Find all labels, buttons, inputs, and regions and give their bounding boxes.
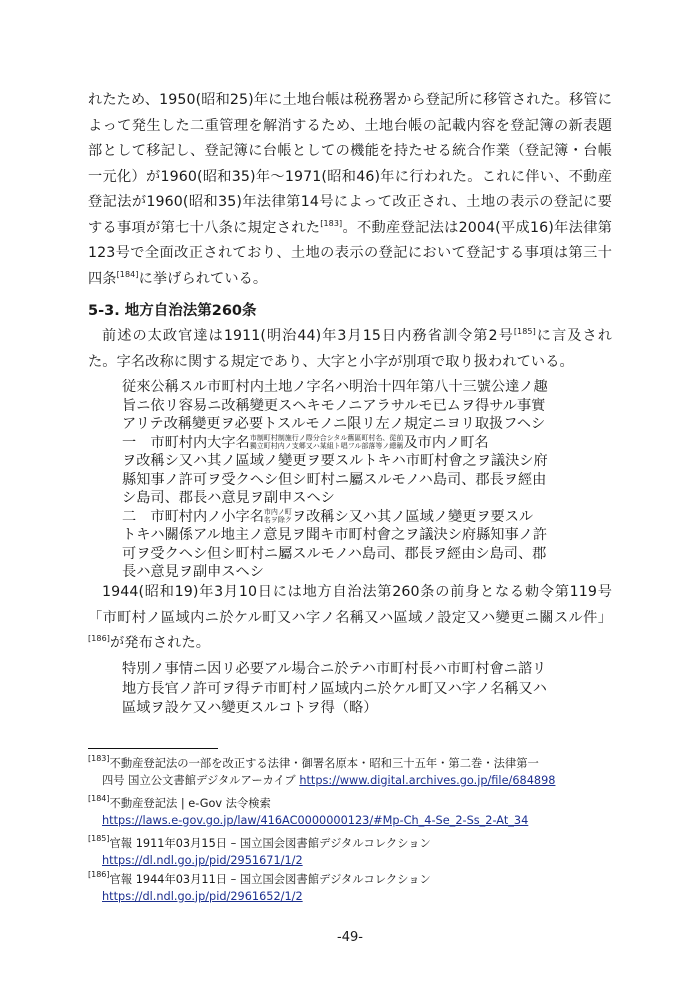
footnote-continuation [88,853,618,870]
inline-annotation [264,509,292,524]
annotation-line: 名ヲ除ク [263,515,292,524]
quote-text: 一 市町村内大字名 [122,434,250,451]
quote-line: ヲ改稱シ又ハ其ノ區域ノ變更ヲ要スルトキハ市町村會之ヲ議決シ府 [122,453,548,469]
annotation-line: 市内ノ町 [263,508,292,516]
inline-annotation [250,435,404,450]
footnote-link[interactable]: https://dl.ndl.go.jp/pid/2961652/1/2 [102,889,303,903]
footnote-link[interactable]: https://www.digital.archives.go.jp/file/684898 [299,773,556,787]
section-heading: 5-3. 地方自治法第260条 [88,303,257,319]
quote-text: 二 市町村内ノ小字名 [122,508,264,525]
quote-line: 特別ノ事情ニ因リ必要アル場合ニ於テハ市町村長ハ市町村會ニ諮リ [122,661,547,677]
paragraph-text: に言及された。字名改称に関する規定であり、大字と小字が別項で取り扱われている。 [88,328,612,370]
page-number: -49- [337,930,363,945]
quote-line: トキハ關係アル地主ノ意見ヲ聞キ市町村會之ヲ議決シ府縣知事ノ許 [122,527,548,543]
quote-line: 従來公稱スル市町村内土地ノ字名ハ明治十四年第八十三號公達ノ趣 [122,379,548,395]
footnote-number: [183] [88,754,110,763]
footnote [88,756,618,789]
quote-line: 長ハ意見ヲ副申スヘシ [122,564,264,580]
paragraph-text: 1944(昭和19)年3月10日には地方自治法第260条の前身となる勅令第119号「市町村ノ區域内ニ於ケル町又ハ字ノ名稱又ハ區域ノ設定又ハ變更ニ關スル件」 [88,584,612,626]
footnote-continuation [88,773,618,790]
quoted-regulation [122,378,582,582]
footnote-number: [186] [88,870,110,879]
footnote-text: 不動産登記法 | e-Gov 法令検索 [109,797,271,810]
footnote-ref[interactable]: [186] [88,634,111,643]
body-paragraph [88,324,612,375]
footnote-divider [88,748,218,749]
quote-line: 旨ニ依リ容易ニ改稱變更スヘキモノニアラサルモ已ムヲ得サル事實 [122,397,546,414]
footnote [88,872,618,905]
quote-line: アリテ改稱變更ヲ必要トスルモノニ限リ左ノ規定ニヨリ取扱フヘシ [122,416,546,432]
body-paragraph [88,580,612,657]
quote-line: 縣知事ノ許可ヲ受クヘシ但シ町村ニ屬スルモノハ島司、郡長ヲ經由 [122,471,547,488]
paragraph-text: れたため、1950(昭和25)年に土地台帳は税務署から登記所に移管された。移管によって発生した二重管理を解消するため、土地台帳の記載内容を登記簿の新表題部として移記し、登記簿に台帳としての機能を持たせる統合作業（登記簿・台帳一元化）が1960(昭和35)年〜1971(昭和46)年に行われた。これに伴い、不動産登記法が1960(昭和35)年法律第14号によって改正され、土地の表示の登記に要する事項が第七十八条に規定された [88,92,612,236]
footnote-continuation [88,813,618,830]
footnote [88,836,618,869]
annotation-line: 市制町村制施行ノ際分合シタル舊區町村名、從前 [249,434,404,442]
footnote-link[interactable]: https://dl.ndl.go.jp/pid/2951671/1/2 [102,853,303,867]
paragraph-text: 。不動産登記法は2004(平成16)年法律第123号で全面改正されており、土地の表示の登記において登記する事項は第三十四条 [88,219,612,287]
footnote-text: 官報 1944年03月11日 – 国立国会図書館デジタルコレクション [109,873,431,886]
footnote-ref[interactable]: [185] [513,327,536,336]
quoted-ordinance [122,660,592,719]
quote-text: 及市内ノ町名 [403,434,489,451]
paragraph-text: が発布された。 [110,635,211,651]
footnote-ref[interactable]: [183] [320,218,343,228]
paragraph-text: に挙げられている。 [138,270,268,287]
footnote-text: 不動産登記法の一部を改正する法律・御署名原本・昭和三十五年・第二巻・法律第一 [109,757,539,770]
quote-line: 可ヲ受クヘシ但シ町村ニ屬スルモノハ島司、郡長ヲ經由シ島司、郡 [122,545,547,562]
paragraph-text: 前述の太政官達は1911(明治44)年3月15日内務省訓令第2号 [102,328,514,344]
quote-line [122,508,582,527]
quote-line: 區域ヲ設ケ又ハ變更スルコトヲ得（略） [122,700,378,716]
footnote-text: 四号 国立公文書館デジタルアーカイブ [102,773,300,787]
footnote-ref[interactable]: [184] [116,269,139,279]
quote-line [122,434,582,453]
footnote-number: [184] [88,794,110,803]
body-paragraph [88,88,612,292]
quote-line: シ島司、郡長ハ意見ヲ副申スヘシ [122,490,335,506]
footnote-text: 官報 1911年03月15日 – 国立国会図書館デジタルコレクション [109,837,431,850]
footnote-number: [185] [88,834,110,843]
quote-line: 地方長官ノ許可ヲ得テ市町村ノ區域内ニ於ケル町又ハ字ノ名稱又ハ [122,680,547,697]
annotation-line: 獨立町村内ノ支郷又ハ某組ト唱フル部落等ノ總稱 [249,441,404,450]
quote-text: ヲ改稱シ又ハ其ノ區域ノ變更ヲ要スル [291,508,534,525]
footnote [88,796,618,829]
footnote-continuation [88,889,618,906]
footnote-link[interactable]: https://laws.e-gov.go.jp/law/416AC0000000123/#Mp-Ch_4-Se_2-Ss_2-At_34 [102,813,529,827]
